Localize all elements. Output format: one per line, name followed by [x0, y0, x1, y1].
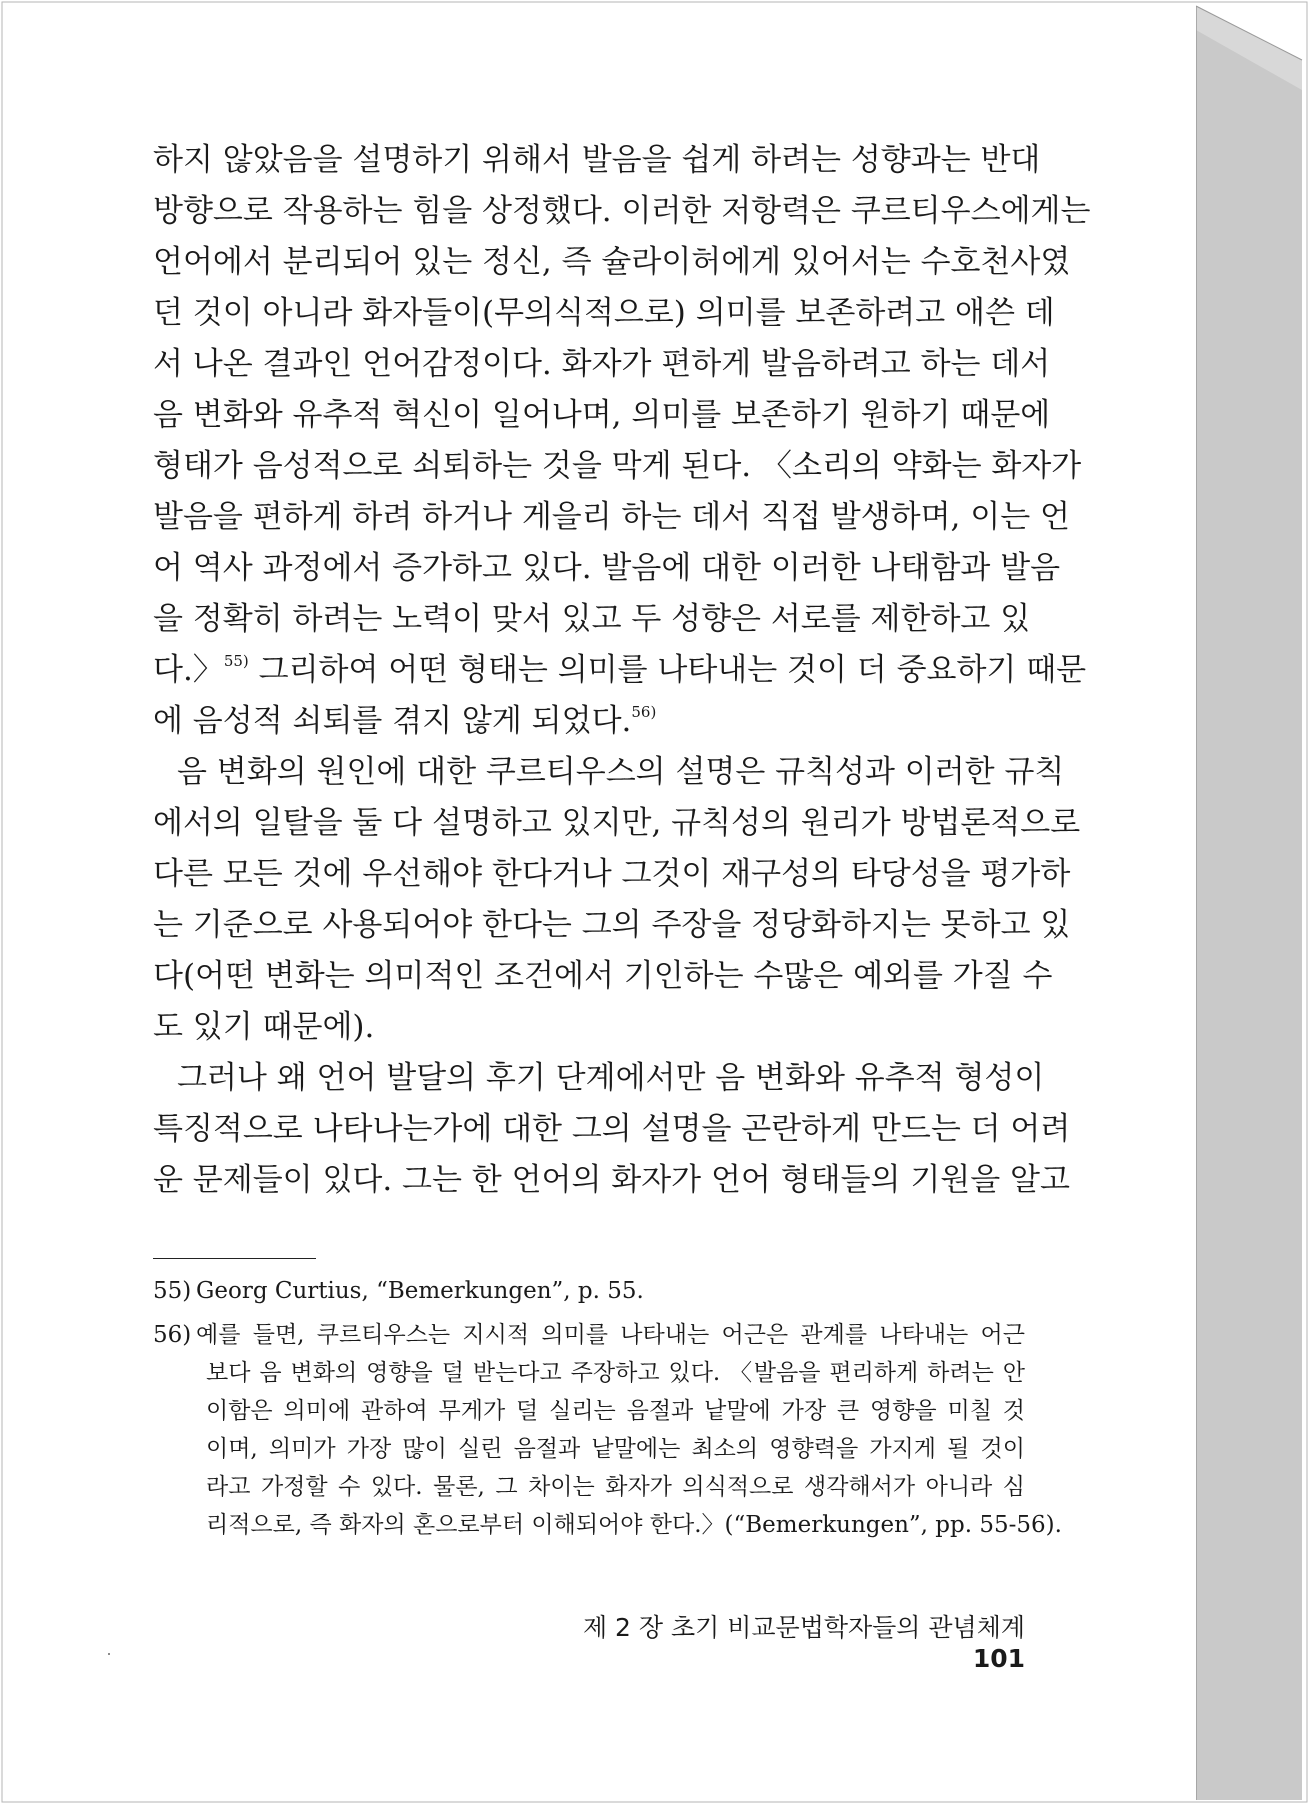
text-line: 음 변화와 유추적 혁신이 일어나며, 의미를 보존하기 원하기 때문에 — [153, 397, 1051, 433]
footnote-line: 리적으로, 즉 화자의 혼으로부터 이해되어야 한다.〉(“Bemerkungen”, pp. 55-56). — [206, 1512, 1062, 1538]
footnote-divider — [153, 1258, 316, 1259]
page-number: 101 — [972, 1644, 1025, 1673]
text-line: 하지 않았음을 설명하기 위해서 발음을 쉽게 하려는 성향과는 반대 — [153, 142, 1041, 178]
text-line: 언어에서 분리되어 있는 정신, 즉 슐라이허에게 있어서는 수호천사였 — [153, 244, 1071, 280]
footnote-line: 예를 들면, 쿠르티우스는 지시적 의미를 나타내는 어근은 관계를 나타내는 어근 — [196, 1322, 1025, 1348]
footnote-ref-56: 56) — [631, 703, 657, 721]
footnote-56 — [153, 1316, 1062, 1544]
text-line: 음 변화의 원인에 대한 쿠르티우스의 설명은 규칙성과 이러한 규칙 — [177, 754, 1065, 790]
footnote-line: 이함은 의미에 관하여 무게가 덜 실리는 음절과 낱말에 가장 큰 영향을 미칠 것 — [206, 1398, 1025, 1424]
text-line — [153, 645, 1087, 696]
footnote-ref-55: 55) — [223, 652, 249, 670]
footnote-text: Georg Curtius, “Bemerkungen”, p. 55. — [196, 1278, 644, 1304]
text-line: 운 문제들이 있다. 그는 한 언어의 화자가 언어 형태들의 기원을 알고 — [153, 1162, 1070, 1198]
running-footer — [560, 1608, 1025, 1673]
text-run: 에 음성적 쇠퇴를 겪지 않게 되었다. — [153, 703, 632, 739]
text-line: 다른 모든 것에 우선해야 한다거나 그것이 재구성의 타당성을 평가하 — [153, 856, 1071, 892]
paragraph-2 — [153, 747, 1081, 1053]
text-line: 서 나온 결과인 언어감정이다. 화자가 편하게 발음하려고 하는 데서 — [153, 346, 1051, 382]
text-line: 그러나 왜 언어 발달의 후기 단계에서만 음 변화와 유추적 형성이 — [177, 1060, 1045, 1096]
text-line: 방향으로 작용하는 힘을 상정했다. 이러한 저항력은 쿠르티우스에게는 — [153, 193, 1091, 229]
text-line: 는 기준으로 사용되어야 한다는 그의 주장을 정당화하지는 못하고 있 — [153, 907, 1071, 943]
paragraph-1 — [153, 135, 1091, 747]
text-run: 그리하여 어떤 형태는 의미를 나타내는 것이 더 중요하기 때문 — [248, 652, 1087, 688]
body-text — [153, 135, 1091, 1206]
text-line: 도 있기 때문에). — [153, 1009, 375, 1045]
footnotes — [153, 1272, 1062, 1544]
footnote-55 — [153, 1272, 1025, 1310]
text-line: 던 것이 아니라 화자들이(무의식적으로) 의미를 보존하려고 애쓴 데 — [153, 295, 1055, 331]
text-line: 에서의 일탈을 둘 다 설명하고 있지만, 규칙성의 원리가 방법론적으로 — [153, 805, 1081, 841]
footnote-line: 라고 가정할 수 있다. 물론, 그 차이는 화자가 의식적으로 생각해서가 아니라 심 — [206, 1474, 1025, 1500]
text-line: 특징적으로 나타나는가에 대한 그의 설명을 곤란하게 만드는 더 어려 — [153, 1111, 1071, 1147]
text-line: 을 정확히 하려는 노력이 맞서 있고 두 성향은 서로를 제한하고 있 — [153, 601, 1031, 637]
text-line: 발음을 편하게 하려 하거나 게을리 하는 데서 직접 발생하며, 이는 언 — [153, 499, 1070, 535]
text-run: 다.〉 — [153, 652, 224, 688]
text-line: 어 역사 과정에서 증가하고 있다. 발음에 대한 이러한 나태함과 발음 — [153, 550, 1061, 586]
text-line — [153, 696, 1025, 747]
footnote-line: 이며, 의미가 가장 많이 실린 음절과 낱말에는 최소의 영향력을 가지게 될 것이 — [206, 1436, 1025, 1462]
footnote-number: 56) — [153, 1322, 192, 1348]
paragraph-3 — [153, 1053, 1071, 1206]
footnote-number: 55) — [153, 1278, 192, 1304]
text-line: 형태가 음성적으로 쇠퇴하는 것을 막게 된다. 〈소리의 약화는 화자가 — [153, 448, 1082, 484]
scan-speck — [108, 1653, 110, 1655]
chapter-title: 제 2 장 초기 비교문법학자들의 관념체계 — [582, 1613, 1025, 1642]
footnote-line: 보다 음 변화의 영향을 덜 받는다고 주장하고 있다. 〈발음을 편리하게 하려는 안 — [206, 1360, 1025, 1386]
text-line: 다(어떤 변화는 의미적인 조건에서 기인하는 수많은 예외를 가질 수 — [153, 958, 1053, 994]
